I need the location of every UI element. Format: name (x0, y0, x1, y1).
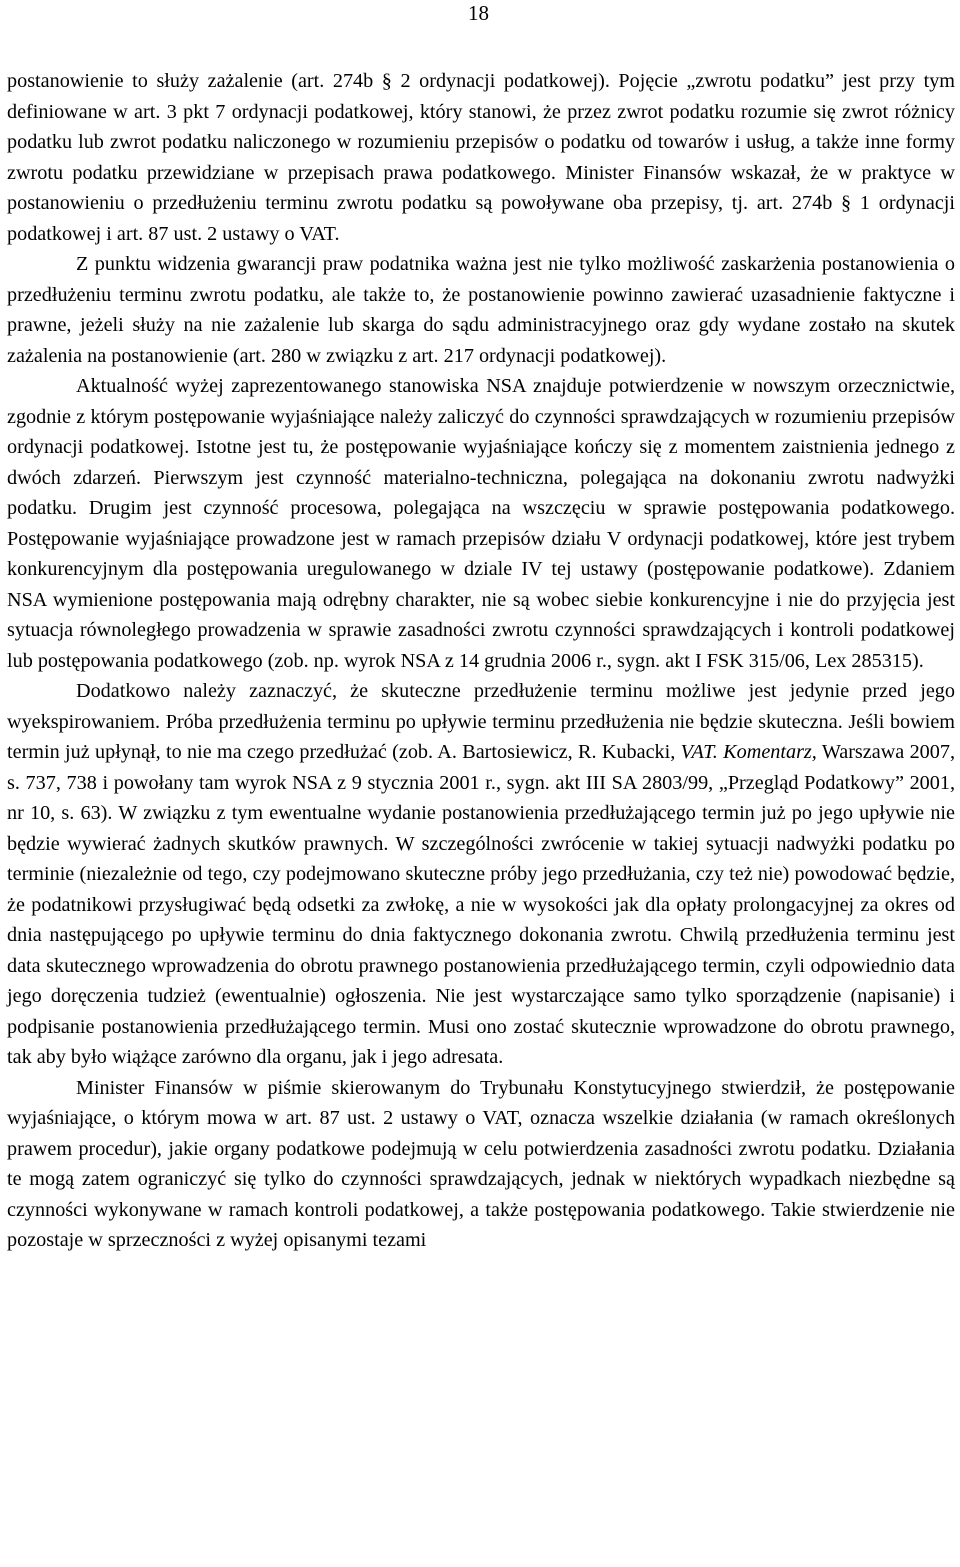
paragraph-text: Minister Finansów w piśmie skierowanym do Trybunału Konstytucyjnego stwierdził, że postępowanie wyjaśniające, o którym mowa w art. 87 ust. 2 ustawy o VAT, oznacza wszelkie działania (w ramach określonych prawem procedur), jakie organy podatkowe podejmują w celu potwierdzenia zasadności zwrotu podatku. Działania te mogą zatem ograniczyć się tylko do czynności sprawdzających, jednak w niektórych wypadkach niezbędne są czynności wykonywane w ramach kontroli podatkowej, a także postępowania podatkowego. Takie stwierdzenie nie pozostaje w sprzeczności z wyżej opisanymi tezami (7, 1076, 955, 1251)
paragraph-text: postanowienie to służy zażalenie (art. 274b § 2 ordynacji podatkowej). Pojęcie „zwrotu podatku” jest przy tym definiowane w art. 3 pkt 7 ordynacji podatkowej, który stanowi, że przez zwrot podatku rozumie się zwrot różnicy podatku lub zwrot podatku naliczonego w rozumieniu przepisów o podatku od towarów i usług, a także inne formy zwrotu podatku przewidziane w przepisach prawa podatkowego. Minister Finansów wskazał, że w praktyce w postanowieniu o przedłużeniu terminu zwrotu podatku są powoływane oba przepisy, tj. art. 274b § 1 ordynacji podatkowej i art. 87 ust. 2 ustawy o VAT. (7, 70, 955, 245)
document-body (7, 66, 955, 1256)
paragraph (7, 66, 955, 249)
book-title: VAT. Komentarz, (680, 741, 817, 763)
paragraph (7, 249, 955, 371)
paragraph-text: Warszawa 2007, s. 737, 738 i powołany tam wyrok NSA z 9 stycznia 2001 r., sygn. akt III SA 2803/99, „Przegląd Podatkowy” 2001, nr 10, s. 63). W związku z tym ewentualne wydanie postanowienia przedłużającego termin już po jego upływie nie będzie wywierać żadnych skutków prawnych. W szczególności zwrócenie w takiej sytuacji nadwyżki podatku po terminie (niezależnie od tego, czy podejmowano skuteczne próby jego przedłużania, czy też nie) powodować będzie, że podatnikowi przysługiwać będą odsetki za zwłokę, a nie w wysokości jak dla opłaty prolongacyjnej za okres od dnia następującego po upływie terminu do dnia faktycznego dokonania zwrotu. Chwilą przedłużenia terminu jest data skutecznego wprowadzenia do obrotu prawnego postanowienia przedłużającego termin, czyli odpowiednio data jego doręczenia tudzież (ewentualnie) ogłoszenia. Nie jest wystarczające samo tylko sporządzenie (napisanie) i podpisanie postanowienia przedłużającego termin. Musi ono zostać skutecznie wprowadzone do obrotu prawnego, tak aby było wiążące zarówno dla organu, jak i jego adresata. (7, 741, 956, 1068)
paragraph-text: Dodatkowo należy zaznaczyć, że skuteczne przedłużenie terminu możliwe jest jedynie przed jego wyekspirowaniem. Próba przedłużenia terminu po upływie terminu przedłużenia nie będzie skuteczna. Jeśli bowiem termin już upłynął, to nie ma czego przedłużać (zob. A. Bartosiewicz, R. Kubacki, (7, 680, 955, 763)
paragraph (7, 371, 955, 676)
page-number: 18 (468, 1, 489, 25)
paragraph (7, 1073, 955, 1256)
paragraph-text: Aktualność wyżej zaprezentowanego stanowiska NSA znajduje potwierdzenie w nowszym orzecznictwie, zgodnie z którym postępowanie wyjaśniające należy zaliczyć do czynności sprawdzających w rozumieniu przepisów ordynacji podatkowej. Istotne jest tu, że postępowanie wyjaśniające kończy się z momentem zaistnienia jednego z dwóch zdarzeń. Pierwszym jest czynność materialno-techniczna, polegająca na dokonaniu zwrotu nadwyżki podatku. Drugim jest czynność procesowa, polegająca na wszczęciu w sprawie postępowania podatkowego. Postępowanie wyjaśniające prowadzone jest w ramach przepisów działu V ordynacji podatkowej, które jest trybem konkurencyjnym dla postępowania uregulowanego w dziale IV tej ustawy (postępowanie podatkowe). Zdaniem NSA wymienione postępowania mają odrębny charakter, nie są wobec siebie konkurencyjne i nie do przyjęcia jest sytuacja równoległego prowadzenia w sprawie zasadności zwrotu czynności sprawdzających i kontroli podatkowej lub postępowania podatkowego (zob. np. wyrok NSA z 14 grudnia 2006 r., sygn. akt I FSK 315/06, Lex 285315). (7, 375, 955, 672)
paragraph (7, 676, 955, 1073)
paragraph-text: Z punktu widzenia gwarancji praw podatnika ważna jest nie tylko możliwość zaskarżenia postanowienia o przedłużeniu terminu zwrotu podatku, ale także to, że postanowienie powinno zawierać uzasadnienie faktyczne i prawne, jeżeli służy na nie zażalenie lub skarga do sądu administracyjnego oraz gdy wydane zostało na skutek zażalenia na postanowienie (art. 280 w związku z art. 217 ordynacji podatkowej). (7, 253, 955, 367)
